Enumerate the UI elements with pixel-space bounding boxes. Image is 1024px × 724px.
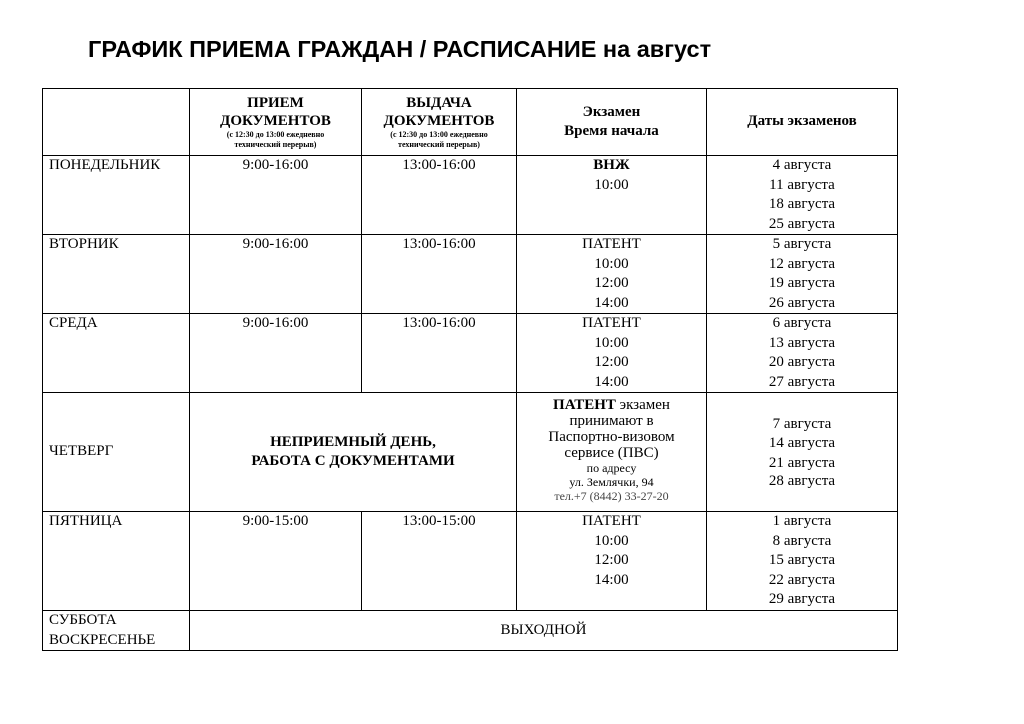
table-row xyxy=(43,611,898,651)
intake-hours-cell: 9:00-16:00 xyxy=(190,156,362,235)
exam-date: 29 августа xyxy=(768,591,836,607)
header-intake-line2: ДОКУМЕНТОВ xyxy=(220,113,331,129)
exam-pvs-line1 xyxy=(517,397,706,413)
exam-date: 21 августа xyxy=(768,454,836,471)
nonworking-day-cell xyxy=(190,393,517,512)
exam-time: 14:00 xyxy=(594,373,629,390)
exam-date: 8 августа xyxy=(772,532,832,549)
exam-cell xyxy=(517,314,707,393)
exam-time: 14:00 xyxy=(594,294,629,311)
exam-pvs-rest: экзамен xyxy=(615,397,670,413)
exam-date: 7 августа xyxy=(772,415,832,432)
header-exam-line2: Время начала xyxy=(564,123,659,139)
header-day-cell xyxy=(43,89,190,156)
exam-pvs-line2: принимают в xyxy=(569,413,654,429)
exam-type: ПАТЕНТ xyxy=(582,236,641,252)
exam-type: ПАТЕНТ xyxy=(582,315,641,331)
day-cell: ПОНЕДЕЛЬНИК xyxy=(43,156,190,235)
exam-date: 13 августа xyxy=(768,334,836,351)
exam-date: 5 августа xyxy=(772,236,832,252)
header-intake-line1: ПРИЕМ xyxy=(247,95,304,111)
exam-date: 11 августа xyxy=(769,176,835,193)
exam-date: 18 августа xyxy=(768,196,836,212)
exam-cell xyxy=(517,156,707,235)
day-cell: ПЯТНИЦА xyxy=(43,512,190,611)
exam-date: 26 августа xyxy=(768,294,836,311)
exam-date: 20 августа xyxy=(768,354,836,370)
exam-date: 14 августа xyxy=(768,435,836,452)
exam-date: 15 августа xyxy=(768,552,836,568)
exam-date: 12 августа xyxy=(768,255,836,272)
exam-cell xyxy=(517,235,707,314)
header-exam-line1: Экзамен xyxy=(582,103,641,120)
issue-hours-cell: 13:00-16:00 xyxy=(362,156,517,235)
day-cell: ЧЕТВЕРГ xyxy=(43,393,190,512)
exam-date: 28 августа xyxy=(768,473,836,490)
nonworking-line2: РАБОТА С ДОКУМЕНТАМИ xyxy=(251,453,455,469)
exam-time: 10:00 xyxy=(594,532,629,549)
exam-dates-cell xyxy=(707,512,898,611)
day-cell: ВТОРНИК xyxy=(43,235,190,314)
exam-dates-cell xyxy=(707,235,898,314)
exam-dates-cell xyxy=(707,156,898,235)
exam-time: 10:00 xyxy=(594,334,629,351)
header-issue-note1: (с 12:30 до 13:00 ежедневно xyxy=(390,130,488,139)
day-saturday: СУББОТА xyxy=(49,612,117,628)
exam-pvs-address: ул. Землячки, 94 xyxy=(569,475,654,489)
exam-pvs-cell xyxy=(517,393,707,512)
exam-time: 14:00 xyxy=(594,571,629,588)
exam-time: 12:00 xyxy=(594,275,629,291)
exam-time: 10:00 xyxy=(594,176,629,193)
exam-dates-cell xyxy=(707,314,898,393)
exam-date: 19 августа xyxy=(768,275,836,291)
issue-hours-cell: 13:00-16:00 xyxy=(362,314,517,393)
exam-pvs-line3: Паспортно-визовом xyxy=(548,429,675,445)
exam-date: 27 августа xyxy=(768,373,836,390)
header-issue-note2: технический перерыв) xyxy=(398,140,480,149)
exam-date: 1 августа xyxy=(772,513,832,529)
dayoff-cell: ВЫХОДНОЙ xyxy=(190,611,898,651)
exam-pvs-bold: ПАТЕНТ xyxy=(553,397,616,413)
exam-cell xyxy=(517,512,707,611)
exam-dates-cell xyxy=(707,393,898,512)
exam-date: 4 августа xyxy=(772,157,832,173)
table-row xyxy=(43,512,898,611)
table-row xyxy=(43,156,898,235)
table-row xyxy=(43,314,898,393)
exam-time: 12:00 xyxy=(594,552,629,568)
header-issue-line1: ВЫДАЧА xyxy=(406,95,472,111)
exam-date: 25 августа xyxy=(768,215,836,232)
schedule-table xyxy=(42,88,898,651)
day-cell xyxy=(43,611,190,651)
exam-date: 22 августа xyxy=(768,571,836,588)
issue-hours-cell: 13:00-15:00 xyxy=(362,512,517,611)
table-header-row xyxy=(43,89,898,156)
page-title: ГРАФИК ПРИЕМА ГРАЖДАН / РАСПИСАНИЕ на август xyxy=(88,36,712,62)
intake-hours-cell: 9:00-16:00 xyxy=(190,314,362,393)
exam-type: ПАТЕНТ xyxy=(582,513,641,529)
nonworking-line1: НЕПРИЕМНЫЙ ДЕНЬ, xyxy=(270,433,436,450)
header-intake-cell xyxy=(190,89,362,156)
intake-hours-cell: 9:00-16:00 xyxy=(190,235,362,314)
exam-time: 12:00 xyxy=(594,354,629,370)
header-exam-cell xyxy=(517,89,707,156)
header-intake-note2: технический перерыв) xyxy=(234,140,317,149)
header-issue-line2: ДОКУМЕНТОВ xyxy=(383,113,495,129)
issue-hours-cell: 13:00-16:00 xyxy=(362,235,517,314)
exam-pvs-phone: тел.+7 (8442) 33-27-20 xyxy=(554,489,669,503)
header-intake-note1: (с 12:30 до 13:00 ежедневно xyxy=(226,130,325,139)
exam-time: 10:00 xyxy=(594,255,629,272)
table-row xyxy=(43,235,898,314)
exam-pvs-address-label: по адресу xyxy=(586,461,637,475)
exam-date: 6 августа xyxy=(772,315,832,331)
header-dates-cell: Даты экзаменов xyxy=(707,89,898,156)
day-cell: СРЕДА xyxy=(43,314,190,393)
intake-hours-cell: 9:00-15:00 xyxy=(190,512,362,611)
table-row xyxy=(43,393,898,512)
exam-type: ВНЖ xyxy=(593,157,630,173)
header-issue-cell xyxy=(362,89,517,156)
day-sunday: ВОСКРЕСЕНЬЕ xyxy=(49,631,156,648)
exam-pvs-line4: сервисе (ПВС) xyxy=(564,445,659,461)
